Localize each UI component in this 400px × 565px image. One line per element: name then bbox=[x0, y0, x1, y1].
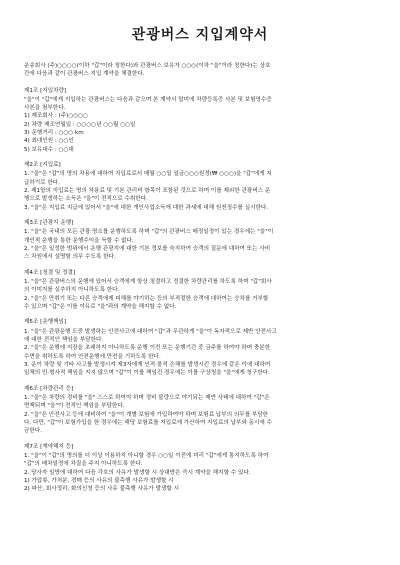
article-line: 1) 제조회사 : (주)○○○○ bbox=[24, 113, 88, 120]
article-line: 의 이미지를 실추하지 아니하도록 한다. bbox=[24, 287, 120, 294]
article-line: 면책되며 "을"이 전적인 책임을 부담한다. bbox=[24, 403, 125, 410]
article-line: 1. "을"은 "갑"의 명의 차용에 대하여 지입료로서 매월 ○○일 일금○○○원정(₩ ○○○)을 "갑"에게 지 bbox=[24, 171, 272, 178]
article-line: "을"이 "갑"에게 지입하는 관광버스는 다음과 같으며 본 계약서 말미에 차량등록증 사본 및 보험영수증 bbox=[24, 96, 272, 103]
article-line: 수 있으며 "갑"은 이를 이유로 "을"과의 계약을 해지할 수 없다. bbox=[24, 303, 177, 310]
intro-line: 간에 다음과 같이 관광버스 지입 계약을 체결한다. bbox=[24, 71, 145, 78]
article-line: 수면을 취하도록 하여 안전운행에 만전을 기하도록 한다. bbox=[24, 353, 161, 360]
article-line: 일체의 민·형사적 책임을 지지 않으며 "갑"이 이를 책임진 경우에는 이를 구상청을 "을"에게 청구한다. bbox=[24, 370, 270, 377]
article-heading: 제3조 [관광지 운행] bbox=[24, 220, 74, 227]
article-section bbox=[24, 318, 376, 377]
article-line: 2. 제1항의 지입료는 명의 차용료 및 기본 관리비 항목이 포함된 것으로 하며 이를 제외한 관광버스 운 bbox=[24, 188, 271, 195]
article-line: 다. 다만, "갑"이 보험가입을 한 경우에는 해당 보험료를 지입료에 가산하여 지입료의 납부와 동시에 수 bbox=[24, 419, 272, 426]
article-line: 1. "을"은 관광운행 도중 발생하는 안전사고에 대하여 "갑"과 무관하게 "을"이 독자적으로 제반 안전사고 bbox=[24, 328, 277, 335]
article-line: 1) 가압류, 가처분, 경매 등의 사유의 불측행 사유가 발생할 시 bbox=[24, 477, 174, 484]
article-line: 행으로 발생하는 소득은 "을"이 전적으로 수취한다. bbox=[24, 196, 148, 203]
article-line: 3. "을"은 지입료 지급에 있어서 "을"에 대한 개인사업소득에 대한 과세에 대해 원천징수를 실시한다. bbox=[24, 204, 269, 211]
articles-list bbox=[24, 87, 376, 494]
article-line: "갑"의 배차일정에 차질을 주지 아니하도록 한다. bbox=[24, 461, 143, 468]
article-line: 1. "을"은 차량의 경비를 "을" 스스로 하여야 하며 정비 불량으로 야기되는 제반 사태에 대하여 "갑"은 bbox=[24, 395, 270, 402]
article-line: 1. "을"은 관광버스의 운행에 있어서 승객에게 항상 청결하고 정결한 차량관리를 하도록 하며 "갑"회사 bbox=[24, 279, 272, 286]
article-line: 2. "을"은 일정한 범위에서 운행 관광지에 대한 기본 정보를 숙지하여 승객의 질문에 대하여 또는 사비 bbox=[24, 246, 271, 253]
article-heading: 제6조 [차량관리 등] bbox=[24, 385, 74, 392]
article-line: 1. "을"이 "갑"의 명의를 더 이상 이용하지 아니할 경우 ○○일 이전에 미리 "갑"에게 통지하도록 하여 bbox=[24, 453, 269, 459]
article-line: 에 대한 전적인 책임을 부담한다. bbox=[24, 337, 104, 344]
article-heading: 제1조 [지입차량] bbox=[24, 87, 67, 94]
article-heading: 제2조 [지입료] bbox=[24, 162, 61, 169]
article-line: 2. "을"은 안전사고 등에 대비하여 "을"이 개별 보험에 가입하여야 하며 보험료 납부의 의무를 부담한 bbox=[24, 411, 269, 418]
article-line: 2) 파산, 회사정리, 화의신청 등의 사유 불측행 사유가 발생할 시 bbox=[24, 486, 179, 493]
article-section bbox=[24, 161, 376, 212]
article-heading: 제5조 [운행책임] bbox=[24, 319, 67, 326]
article-line: 개인적 운행을 통한 운행수익을 득할 수 없다. bbox=[24, 237, 134, 244]
article-section bbox=[24, 385, 376, 436]
article-line: 2. 당사자 일방에 대하여 다음 각호의 사유가 발생할 시 상대방은 즉시 계약을 해지할 수 있다. bbox=[24, 469, 251, 476]
intro-line: 운송회사 (주)○○○○(이하 "갑"이라 칭한다)와 관광버스 보유자 ○○○(이하 "을"이라 칭한다)는 상호 bbox=[24, 63, 271, 69]
article-line: 1. "을"은 국내의 모든 관광 명소를 운행하도록 하며 "갑"의 관광버스 배정일정이 있는 경우에는 "을"이 bbox=[24, 229, 274, 236]
article-line: 스 차원에서 설명할 의무 수도록 한다. bbox=[24, 254, 116, 261]
article-section bbox=[24, 87, 376, 154]
article-line: 사본을 첨부한다. bbox=[24, 105, 66, 112]
intro-lines bbox=[24, 62, 376, 79]
article-line: 급하기로 한다. bbox=[24, 179, 60, 186]
article-line: 3) 운행거리 : ○○○ km bbox=[24, 130, 84, 137]
article-line: 금한다. bbox=[24, 428, 42, 435]
document-title: 관광버스 지입계약서 bbox=[131, 27, 269, 43]
article-line: 5) 보유대수 : ○○대 bbox=[24, 146, 74, 153]
article-section bbox=[24, 443, 376, 494]
article-line: 2. "을"은 만취기 또는 다른 승객에게 피해를 야기하는 등의 부적절한 승객에 대하여는 승차를 거부할 bbox=[24, 295, 269, 302]
article-section bbox=[24, 219, 376, 261]
intro-paragraph bbox=[24, 62, 376, 79]
article-line: 2. "을"은 운행에 지장을 초래하지 아니하도록 운행 이전 또는 운행기간 중 금주를 하여야 하며 충분한 bbox=[24, 345, 271, 352]
article-line: 3. 운이 차량 및 기타 사고를 발생시켜 제3자에게 인적·물적 손해를 발생시킨 경우에 같은 이에 대하여 bbox=[24, 361, 271, 368]
article-heading: 제4조 [청결 및 정결] bbox=[24, 269, 76, 276]
article-line: 4) 최대인원 : ○○인 bbox=[24, 138, 74, 145]
article-heading: 제7조 [계약해지 등] bbox=[24, 443, 74, 450]
article-section bbox=[24, 269, 376, 311]
article-line: 2) 차량 제조연월일 : ○○○○년 ○○월 ○○일 bbox=[24, 121, 136, 128]
